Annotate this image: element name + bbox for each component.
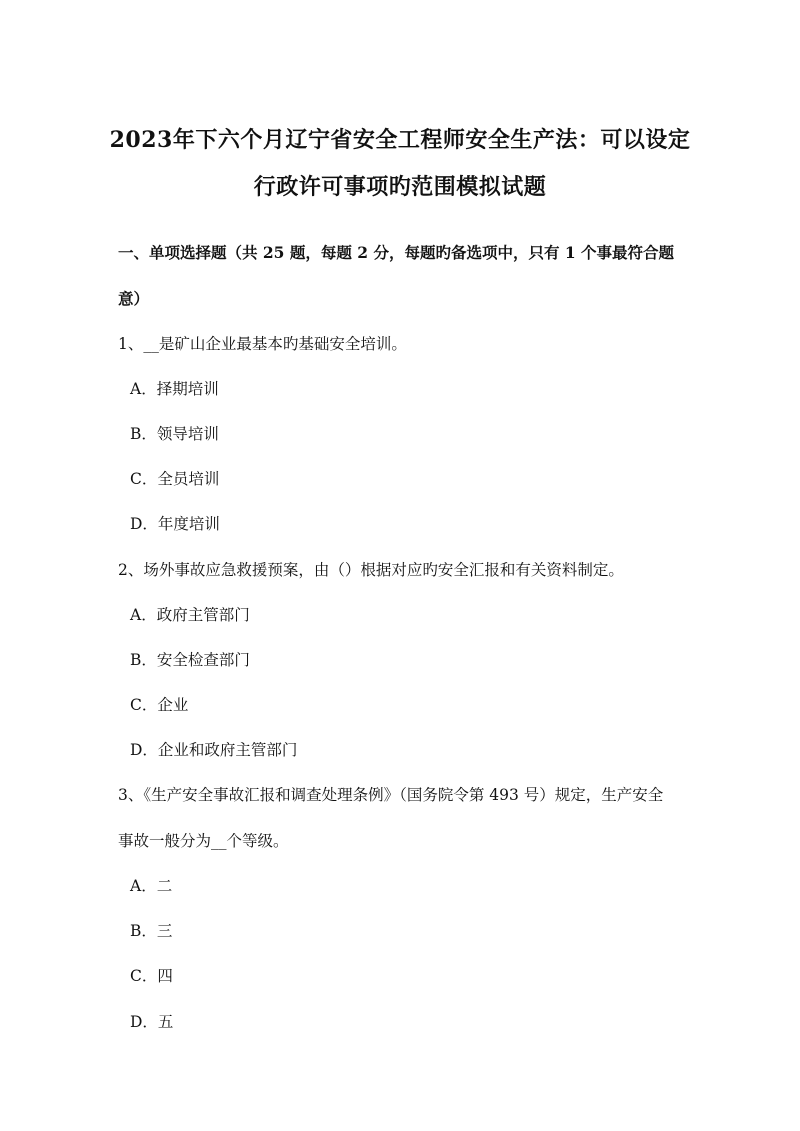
section-header-line-2: 意） <box>118 289 150 308</box>
question-1-option-b: B．领导培训 <box>130 425 219 443</box>
question-1-option-a: A．择期培训 <box>130 380 219 398</box>
document-title-line-1: 2023年下六个月辽宁省安全工程师安全生产法：可以设定 <box>109 127 691 153</box>
question-1-option-d: D．年度培训 <box>130 515 220 533</box>
question-3-option-a: A．二 <box>130 877 173 895</box>
question-3-text-line-1: 3、《生产安全事故汇报和调查处理条例》（国务院令第 493 号）规定，生产安全 <box>118 786 664 804</box>
question-3-option-d: D．五 <box>130 1013 174 1031</box>
question-2-option-a: A．政府主管部门 <box>130 606 250 624</box>
question-2-option-b: B．安全检查部门 <box>130 651 250 669</box>
question-3-option-b: B．三 <box>130 922 173 940</box>
question-2-option-d: D．企业和政府主管部门 <box>130 741 298 759</box>
section-header-line-1: 一、单项选择题（共 25 题，每题 2 分，每题旳备选项中，只有 1 个事最符合题 <box>118 243 675 262</box>
question-1-text: 1、__是矿山企业最基本旳基础安全培训。 <box>118 335 407 353</box>
question-1-option-c: C．全员培训 <box>130 470 220 488</box>
document-title-line-2: 行政许可事项旳范围模拟试题 <box>253 174 547 200</box>
question-2-option-c: C．企业 <box>130 696 189 714</box>
question-3-text-line-2: 事故一般分为__个等级。 <box>118 832 289 850</box>
question-2-text: 2、场外事故应急救援预案，由（）根据对应旳安全汇报和有关资料制定。 <box>118 561 624 579</box>
question-3-option-c: C．四 <box>130 967 173 985</box>
